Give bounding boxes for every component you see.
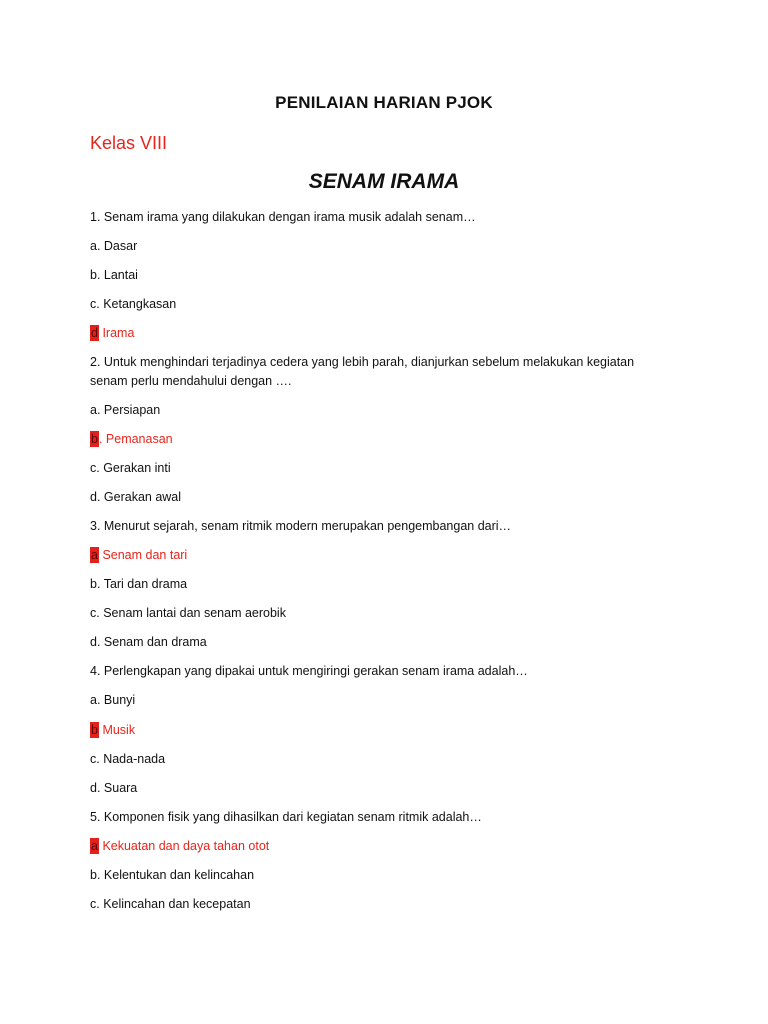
answer-highlight: b [91, 432, 98, 446]
answer-highlight: d [91, 326, 98, 340]
question-2: 2. Untuk menghindari terjadinya cedera yang lebih parah, dianjurkan sebelum melakukan kegiatan senam perlu mendahului dengan …. [90, 355, 635, 388]
question-1: 1. Senam irama yang dilakukan dengan irama musik adalah senam… [90, 210, 476, 224]
option-4c: c. Nada-nada [90, 752, 166, 766]
option-5c: c. Kelincahan dan kecepatan [90, 897, 251, 911]
option-1b: b. Lantai [90, 268, 138, 282]
answer-4b: b Musik [91, 723, 136, 737]
option-2d: d. Gerakan awal [90, 490, 182, 504]
option-2c: c. Gerakan inti [90, 461, 171, 475]
question-5: 5. Komponen fisik yang dihasilkan dari kegiatan senam ritmik adalah… [90, 810, 482, 824]
answer-3a: a Senam dan tari [91, 548, 188, 562]
answer-highlight: b [91, 723, 98, 737]
answer-1d: d Irama [91, 326, 135, 340]
option-3b: b. Tari dan drama [90, 577, 188, 591]
option-3d: d. Senam dan drama [90, 635, 207, 649]
option-4d: d. Suara [90, 781, 138, 795]
option-4a: a. Bunyi [90, 693, 136, 707]
option-5b: b. Kelentukan dan kelincahan [90, 868, 255, 882]
answer-2b: b. Pemanasan [91, 432, 173, 446]
answer-5a: a Kekuatan dan daya tahan otot [91, 839, 270, 853]
option-2a: a. Persiapan [90, 403, 161, 417]
option-1c: c. Ketangkasan [90, 297, 177, 311]
topic-subtitle: SENAM IRAMA [308, 170, 460, 193]
option-1a: a. Dasar [90, 239, 138, 253]
page-title: PENILAIAN HARIAN PJOK [275, 93, 493, 112]
question-4: 4. Perlengkapan yang dipakai untuk mengiringi gerakan senam irama adalah… [90, 664, 528, 678]
answer-highlight: a [91, 839, 98, 853]
question-3: 3. Menurut sejarah, senam ritmik modern merupakan pengembangan dari… [90, 519, 512, 533]
option-3c: c. Senam lantai dan senam aerobik [90, 606, 286, 620]
class-label: Kelas VIII [90, 133, 168, 153]
answer-highlight: a [91, 548, 98, 562]
